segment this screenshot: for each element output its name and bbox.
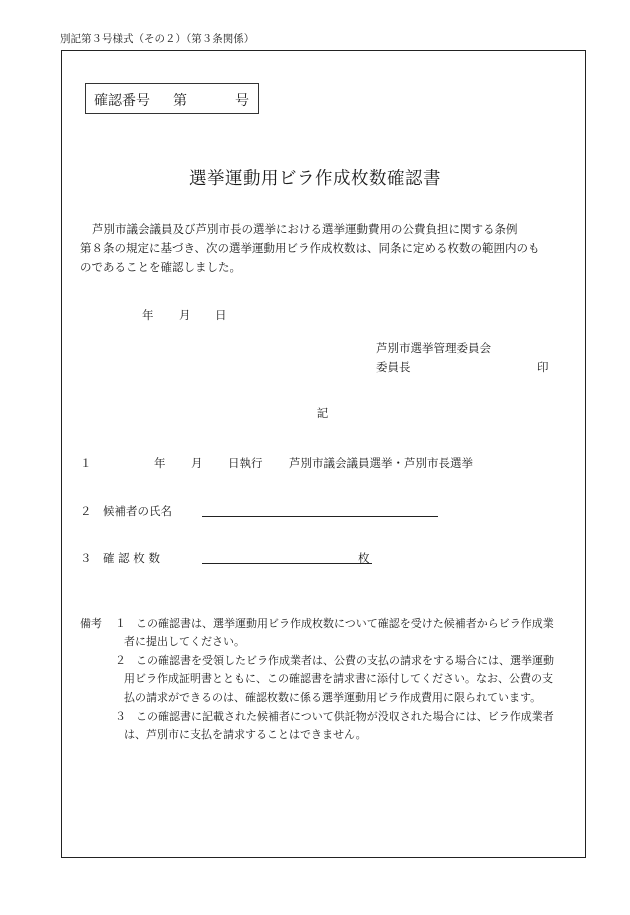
confirmed-count-line — [202, 563, 372, 564]
form-number-label: 別記第３号様式（その２）（第３条関係） — [60, 33, 255, 45]
confirmation-number-dai: 第 — [173, 93, 187, 109]
chair-title: 委員長 — [376, 360, 411, 374]
remark-2-line-2: 用ビラ作成証明書とともに、この確認書を請求書に添付してください。なお、公費の支 — [124, 672, 553, 685]
ki-heading: 記 — [316, 406, 329, 420]
remark-1-line-1: この確認書は、選挙運動用ビラ作成枚数について確認を受けた候補者からビラ作成業 — [136, 617, 554, 630]
confirmation-number-box — [85, 83, 259, 114]
item-1-number: １ — [80, 456, 92, 470]
confirmation-number-label: 確認番号 — [94, 93, 150, 109]
item-2-label: 候補者の氏名 — [103, 504, 172, 518]
item-3-unit: 枚 — [358, 551, 370, 565]
issue-date-day: 日 — [215, 308, 227, 322]
issue-date-month: 月 — [179, 308, 191, 322]
document-title: 選挙運動用ビラ作成枚数確認書 — [189, 169, 441, 189]
body-line-3: のであることを確認しました。 — [80, 260, 241, 274]
body-line-2: 第８条の規定に基づき、次の選挙運動用ビラ作成枚数は、同条に定める枚数の範囲内のも — [80, 241, 540, 255]
item-2-number: ２ — [80, 504, 92, 518]
remark-2-line-1: この確認書を受領したビラ作成業者は、公費の支払の請求をする場合には、選挙運動 — [136, 654, 554, 667]
remark-3-line-2: は、芦別市に支払を請求することはできません。 — [124, 728, 367, 741]
remark-2-number: ２ — [115, 654, 126, 667]
item-1-day-exec: 日執行 — [228, 456, 263, 470]
item-1-election: 芦別市議会議員選挙・芦別市長選挙 — [289, 456, 473, 470]
issue-date-year: 年 — [142, 308, 154, 322]
remark-3-line-1: この確認書に記載された候補者について供託物が没収された場合には、ビラ作成業者 — [136, 710, 554, 723]
committee-name: 芦別市選挙管理委員会 — [376, 341, 491, 355]
remark-2-line-3: 払の請求ができるのは、確認枚数に係る選挙運動用ビラ作成費用に限られています。 — [124, 691, 542, 704]
remark-1-number: １ — [115, 617, 126, 630]
item-1-year: 年 — [154, 456, 166, 470]
seal-mark: 印 — [537, 360, 549, 374]
remarks-label: 備考 — [80, 617, 102, 630]
remark-1-line-2: 者に提出してください。 — [124, 635, 245, 648]
item-1-month: 月 — [191, 456, 203, 470]
item-3-number: ３ — [80, 551, 92, 565]
remark-3-number: ３ — [115, 710, 126, 723]
item-3-label: 確 認 枚 数 — [103, 551, 160, 565]
body-line-1: 芦別市議会議員及び芦別市長の選挙における選挙運動費用の公費負担に関する条例 — [92, 222, 518, 236]
confirmation-number-go: 号 — [235, 93, 249, 109]
candidate-name-line — [202, 516, 438, 517]
